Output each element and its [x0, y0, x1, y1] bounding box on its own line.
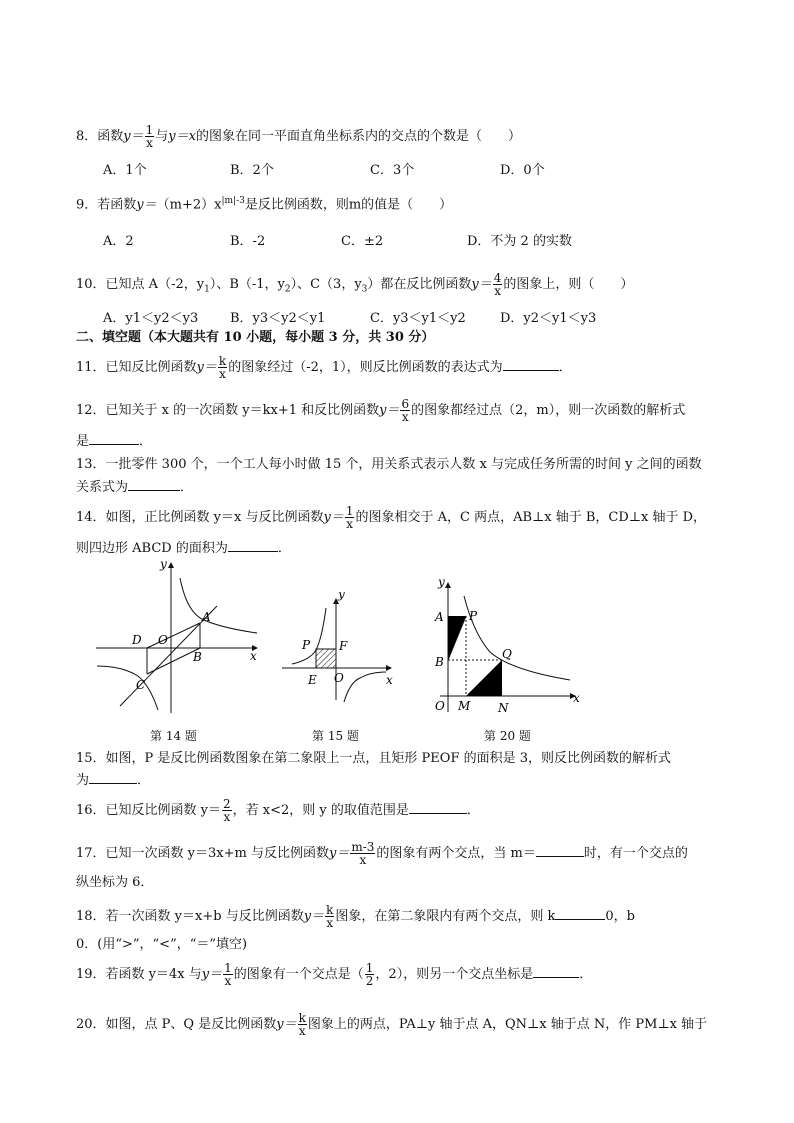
q19-fraction [223, 962, 233, 987]
q10-rest: 的图象上，则（ ） [503, 277, 634, 292]
q8-number: 8．函数 [76, 129, 124, 144]
q10-sub3: 3 [361, 284, 368, 295]
q19-rest2: ，2），则另一个交点坐标是 [375, 967, 534, 982]
q14-line2: 则四边形 ABCD 的面积为 [76, 541, 228, 556]
question-14 [76, 505, 706, 530]
question-8 [76, 124, 521, 149]
label-E: E [308, 673, 317, 687]
question-17 [76, 841, 688, 866]
figure-20 [430, 574, 585, 716]
question-11 [76, 355, 572, 380]
q19-answer-blank[interactable] [533, 965, 579, 978]
q14-answer-blank[interactable] [228, 539, 278, 552]
q14-y: y＝ [323, 510, 344, 525]
q10-option-c: C．y3＜y1＜y2 [370, 311, 466, 326]
label-P: P [302, 638, 311, 652]
figure-15-caption: 第 15 题 [312, 729, 359, 743]
frac-numerator: k [298, 1011, 306, 1025]
label-x: x [250, 649, 257, 663]
question-20 [76, 1012, 707, 1037]
q12-rest: 的图象都经过点（2，m），则一次函数的解析式 [411, 403, 686, 418]
q17-answer-blank[interactable] [536, 844, 584, 857]
question-18-line2: 0．(用“>”，“<”，“＝”填空) [76, 937, 248, 952]
q16-text: 16．已知反比例函数 y＝ [76, 803, 222, 818]
q16-end: ． [466, 803, 480, 818]
q14-fraction [345, 505, 355, 530]
q10-part3: ）、C（3，y [290, 277, 362, 292]
section-2-heading [76, 329, 434, 347]
label-O: O [158, 633, 168, 647]
question-15-line2 [76, 771, 150, 790]
q16-rest: ，若 x<2，则 y 的取值范围是 [232, 803, 409, 818]
q18-rest: 图象，在第二象限内有两个交点，则 k [335, 909, 556, 924]
q12-end: ． [139, 434, 153, 449]
q17-y: y＝ [328, 846, 350, 861]
q12-text: 12．已知关于 x 的一次函数 y＝kx+1 和反比例函数 [76, 403, 380, 418]
q20-fraction [298, 1012, 307, 1037]
q10-option-d: D．y2＜y1＜y3 [500, 311, 597, 326]
q10-part4: ）都在反比例函数 [367, 277, 472, 292]
question-10 [76, 272, 633, 299]
q10-option-a: A．y1＜y2＜y3 [103, 311, 199, 326]
q20-text: 20．如图，点 P、Q 是反比例函数 [76, 1017, 277, 1032]
label-N: N [498, 701, 509, 715]
figure-14-caption: 第 14 题 [150, 729, 197, 743]
q19-point-fraction [365, 962, 375, 987]
frac-denominator: x [219, 367, 226, 381]
q11-end: ． [558, 360, 572, 375]
frac-numerator: 2 [223, 797, 231, 811]
q9-option-c: C．±2 [341, 234, 384, 249]
q11-answer-blank[interactable] [503, 358, 559, 371]
q8-rest: 的图象在同一平面直角坐标系内的交点的个数是（ ） [195, 129, 521, 144]
q11-fraction [218, 355, 227, 380]
q10-y: y＝ [471, 277, 492, 292]
q9-option-b: B．-2 [230, 234, 266, 249]
q10-part1: 10．已知点 A（-2，y [76, 277, 205, 292]
q17-rest2: 时，有一个交点的 [583, 846, 688, 861]
q15-answer-blank[interactable] [89, 771, 137, 784]
q9-number: 9．若函数 [76, 197, 137, 213]
q8-option-b: B．2个 [230, 163, 274, 178]
label-y: y [438, 575, 445, 589]
question-13: 13．一批零件 300 个，一个工人每小时做 15 个，用关系式表示人数 x 与完成任务所需的时间 y 之间的函数 [76, 457, 702, 472]
q19-end: ． [579, 967, 593, 982]
q18-mid: 0，b [605, 909, 635, 924]
frac-numerator: 4 [493, 271, 502, 285]
q12-line2: 是 [76, 434, 90, 449]
q9-option-d: D．不为 2 的实数 [467, 234, 572, 249]
section-note: （本大题共有 10 小题，每小题 3 分，共 30 分） [141, 330, 435, 345]
q10-fraction [493, 272, 503, 297]
question-19 [76, 962, 592, 987]
frac-denominator: x [223, 810, 231, 824]
q19-y: y＝ [201, 967, 223, 982]
q18-text: 18．若一次函数 y＝x+b 与反比例函数 [76, 909, 304, 924]
frac-denominator: x [401, 410, 409, 424]
q13-answer-blank[interactable] [128, 478, 180, 491]
q8-option-a: A．1个 [103, 163, 147, 178]
question-17-line2: 纵坐标为 6． [76, 875, 154, 890]
q8-y: y＝ [123, 129, 144, 144]
label-B: B [435, 655, 444, 669]
question-12 [76, 398, 685, 423]
q11-y: y＝ [196, 360, 217, 375]
q9-rest: 是反比例函数，则m的值是（ ） [244, 197, 453, 213]
q11-text: 11．已知反比例函数 [76, 360, 197, 375]
label-y: y [338, 592, 345, 601]
label-B: B [193, 650, 202, 664]
frac-numerator: 6 [401, 397, 410, 411]
q12-y: y＝ [379, 403, 400, 418]
frac-numerator: 1 [145, 123, 154, 137]
q9-mid: （m+2）x [156, 197, 222, 213]
q14-text: 14．如图，正比例函数 y＝x 与反比例函数 [76, 510, 324, 525]
label-P: P [469, 609, 478, 623]
frac-numerator: k [326, 903, 334, 917]
frac-numerator: k [218, 354, 227, 368]
q16-answer-blank[interactable] [409, 801, 467, 814]
label-A: A [202, 610, 211, 624]
q9-y: y＝ [136, 197, 157, 213]
q18-y: y＝ [303, 909, 325, 924]
q20-rest: 图象上的两点，PA⊥y 轴于点 A，QN⊥x 轴于点 N，作 PM⊥x 轴于 [307, 1017, 708, 1032]
frac-denominator: x [298, 1024, 306, 1038]
frac-numerator: 1 [365, 961, 374, 975]
q8-mid: 与 [155, 129, 169, 144]
frac-denominator: x [346, 517, 354, 531]
q19-rest: 的图象有一个交点是（ [233, 967, 364, 982]
q11-rest: 的图象经过（-2，1），则反比例函数的表达式为 [228, 360, 503, 375]
q9-exponent: |m|-3 [221, 196, 245, 206]
y-axis-arrow [445, 582, 451, 588]
label-D: D [132, 633, 142, 647]
hyperbola-branch-1 [180, 578, 257, 633]
q18-fraction [325, 904, 334, 929]
label-y: y [160, 558, 167, 571]
frac-numerator: 1 [345, 504, 354, 518]
question-9 [76, 192, 452, 214]
q17-text: 17．已知一次函数 y＝3x+m 与反比例函数 [76, 846, 329, 861]
q14-rest: 的图象相交于 A，C 两点，AB⊥x 轴于 B，CD⊥x 轴于 D， [355, 510, 707, 525]
triangle-MQN [466, 660, 502, 696]
q12-fraction [400, 398, 410, 423]
q8-fraction [145, 124, 155, 149]
q15-line2: 为 [76, 773, 90, 788]
q17-fraction [350, 841, 375, 866]
question-13-line2 [76, 478, 193, 497]
segment-DA [147, 623, 200, 648]
hyperbola-branch-4 [344, 672, 386, 702]
q8-y2: y＝x [168, 129, 196, 144]
q10-sub2: 2 [284, 284, 291, 295]
hyperbola [464, 596, 570, 680]
q10-option-b: B．y3＜y2＜y1 [230, 311, 326, 326]
x-axis-arrow [386, 665, 392, 671]
q18-answer-blank-k[interactable] [555, 907, 605, 920]
q9-option-a: A．2 [103, 234, 134, 249]
label-A: A [435, 610, 444, 624]
question-12-line2 [76, 432, 152, 451]
label-M: M [458, 699, 471, 713]
label-C: C [136, 678, 146, 692]
y-axis-arrow [168, 562, 174, 568]
q13-end: ． [180, 480, 194, 495]
frac-denominator: 2 [365, 974, 374, 988]
q13-line2: 关系式为 [76, 480, 129, 495]
figure-20-caption: 第 20 题 [484, 729, 531, 743]
frac-denominator: x [359, 853, 367, 867]
q15-end: ． [137, 773, 151, 788]
rectangle-PEOF [316, 649, 336, 668]
frac-denominator: x [224, 974, 232, 988]
frac-numerator: 1 [224, 961, 232, 975]
label-x: x [386, 673, 393, 687]
q12-answer-blank[interactable] [89, 432, 139, 445]
figure-15 [278, 592, 398, 704]
frac-denominator: x [494, 284, 501, 298]
label-x: x [573, 691, 580, 705]
frac-denominator: x [146, 136, 153, 150]
q8-option-c: C．3个 [370, 163, 415, 178]
question-15: 15．如图，P 是反比例函数图象在第二象限上一点，且矩形 PEOF 的面积是 3，则反比例函数的解析式 [76, 751, 672, 766]
q10-sub1: 1 [204, 284, 210, 295]
question-14-line2 [76, 539, 291, 558]
q14-end: ． [277, 541, 291, 556]
question-18 [76, 904, 635, 929]
q20-y: y＝ [276, 1017, 297, 1032]
label-O: O [435, 699, 445, 713]
q17-rest: 的图象有两个交点，当 m＝ [376, 846, 536, 861]
question-16 [76, 798, 480, 823]
label-F: F [339, 639, 348, 653]
frac-numerator: m-3 [351, 840, 375, 854]
label-Q: Q [502, 647, 512, 661]
q10-part2: ）、B（-1，y [209, 277, 285, 292]
label-O: O [334, 671, 344, 685]
section-title: 二、填空题 [76, 330, 142, 345]
q16-fraction [222, 798, 232, 823]
q8-option-d: D．0个 [500, 163, 545, 178]
figure-14 [92, 558, 262, 718]
frac-denominator: x [326, 916, 334, 930]
q19-text: 19．若函数 y＝4x 与 [76, 967, 202, 982]
